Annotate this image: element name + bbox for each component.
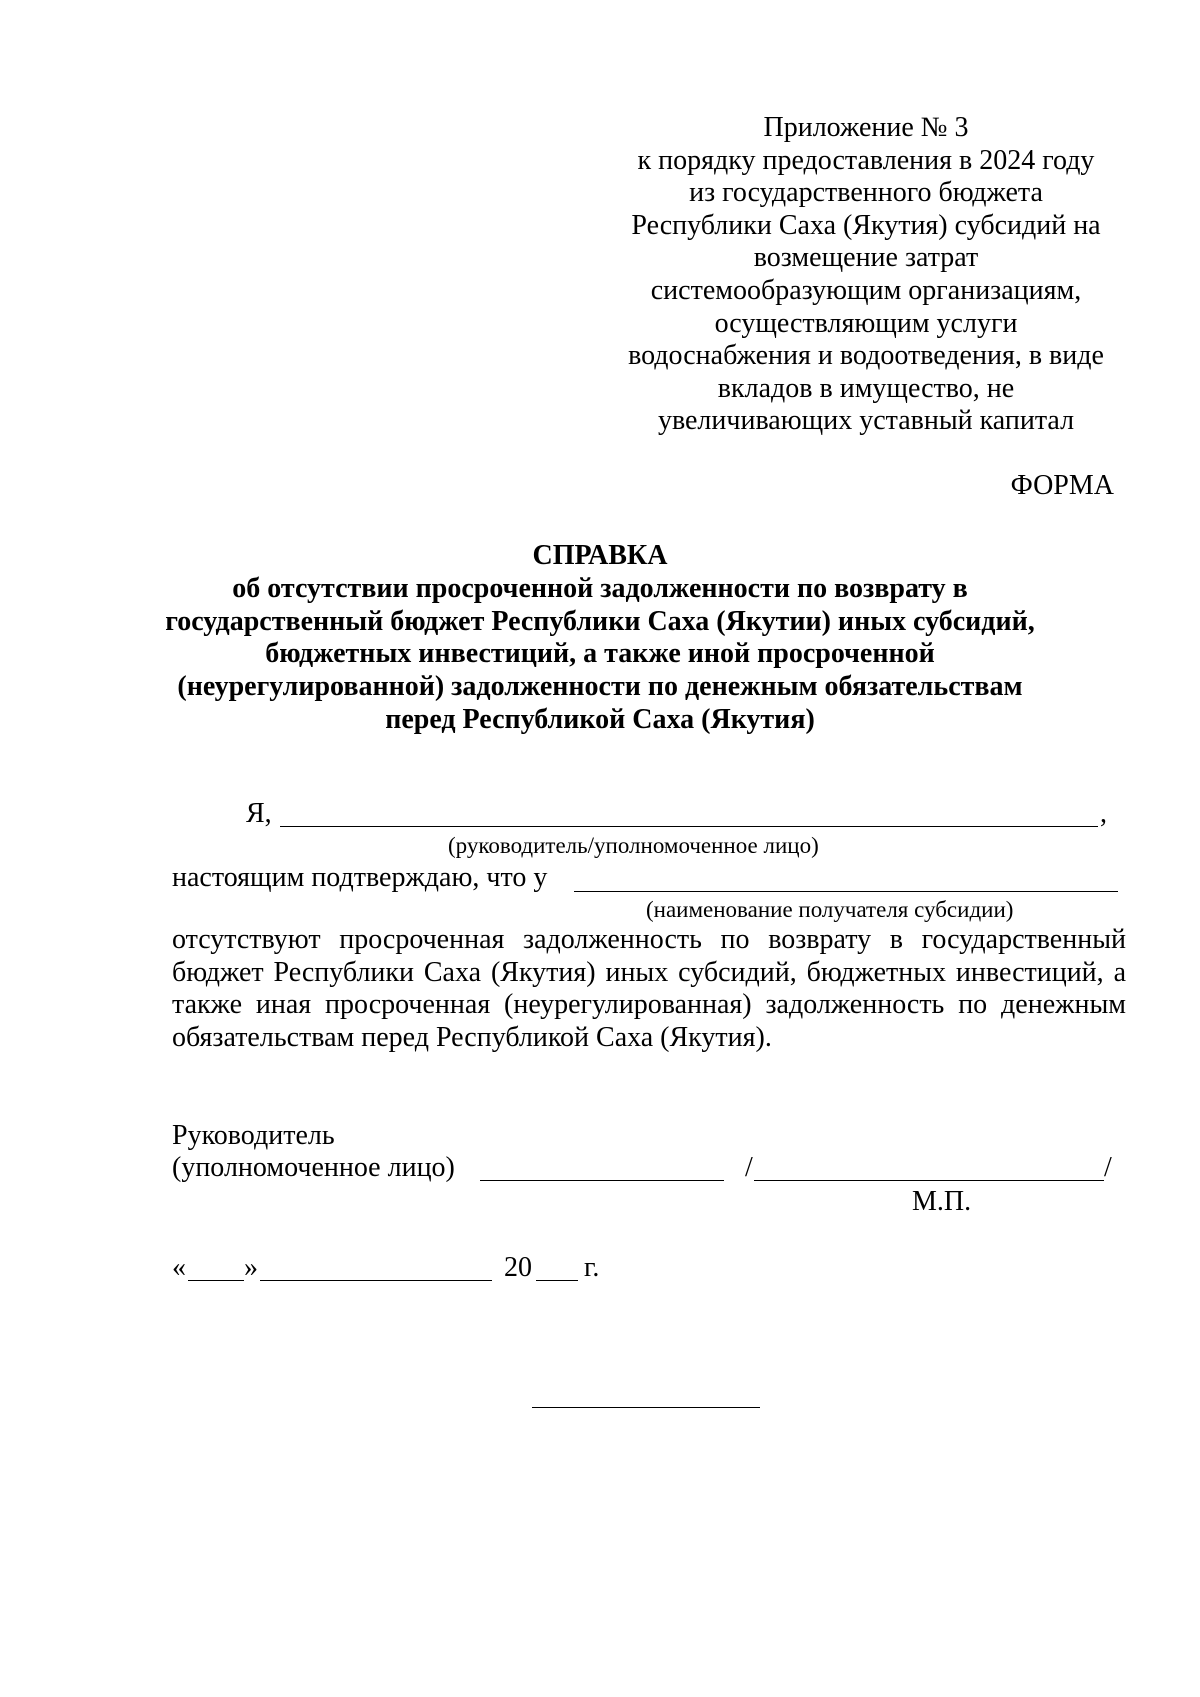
recipient-name-line[interactable]: [574, 891, 1118, 892]
title-line: перед Республикой Саха (Якутия): [385, 703, 815, 735]
signature-role-sub: (уполномоченное лицо): [172, 1152, 455, 1183]
appendix-line: увеличивающих уставный капитал: [657, 405, 1075, 437]
date-close-quote: »: [244, 1252, 258, 1283]
statement-body: [172, 924, 1126, 1054]
form-label: ФОРМА: [1010, 470, 1114, 501]
confirm-prefix: настоящим подтверждаю, что у: [172, 862, 548, 893]
appendix-line: к порядку предоставления в 2024 году: [637, 144, 1095, 176]
appendix-line: из государственного бюджета: [689, 177, 1043, 209]
slash-right: /: [1104, 1152, 1112, 1183]
stamp-place: М.П.: [912, 1186, 972, 1217]
signature-line[interactable]: [480, 1180, 724, 1181]
person-name-line[interactable]: [280, 826, 1098, 827]
appendix-line: Приложение № 3: [763, 112, 969, 143]
date-month-line[interactable]: [260, 1280, 492, 1281]
appendix-line: водоснабжения и водоотведения, в виде: [628, 340, 1104, 372]
recipient-hint: (наименование получателя субсидии): [646, 897, 1014, 922]
date-year-line[interactable]: [536, 1280, 578, 1281]
title-line: бюджетных инвестиций, а также иной просроченной: [265, 638, 935, 670]
appendix-line: вкладов в имущество, не: [717, 372, 1015, 404]
date-day-line[interactable]: [188, 1280, 244, 1281]
closing-separator: [532, 1407, 760, 1408]
body-line: отсутствуют просроченная задолженность по возврату в государственный: [172, 924, 1126, 955]
ya-label: Я,: [246, 798, 272, 829]
title-line: (неурегулированной) задолженности по денежным обязательствам: [177, 671, 1023, 703]
comma: ,: [1100, 798, 1107, 829]
appendix-header: [608, 112, 1124, 438]
title-line: об отсутствии просроченной задолженности по возврату в: [232, 572, 968, 604]
date-open-quote: «: [172, 1252, 186, 1283]
appendix-line: системообразующим организациям,: [650, 274, 1082, 306]
body-line: бюджет Республики Саха (Якутия) иных субсидий, бюджетных инвестиций, а: [172, 956, 1126, 988]
appendix-line: Республики Саха (Якутия) субсидий на: [631, 209, 1101, 241]
slash-left: /: [745, 1152, 753, 1183]
document-title: [150, 540, 1050, 737]
appendix-line: осуществляющим услуги: [714, 307, 1018, 339]
date-year-prefix: 20: [504, 1252, 532, 1283]
signature-name-line[interactable]: [754, 1180, 1104, 1181]
signature-role: Руководитель: [172, 1120, 335, 1151]
body-line: также иная просроченная (неурегулированная) задолженность по денежным: [172, 989, 1126, 1021]
title-line: государственный бюджет Республики Саха (Якутии) иных субсидий,: [165, 605, 1035, 637]
body-line: обязательствам перед Республикой Саха (Якутия).: [172, 1021, 772, 1053]
title-heading: СПРАВКА: [532, 540, 668, 571]
appendix-line: возмещение затрат: [753, 242, 979, 274]
person-hint: (руководитель/уполномоченное лицо): [448, 833, 819, 858]
date-year-suffix: г.: [584, 1252, 600, 1283]
